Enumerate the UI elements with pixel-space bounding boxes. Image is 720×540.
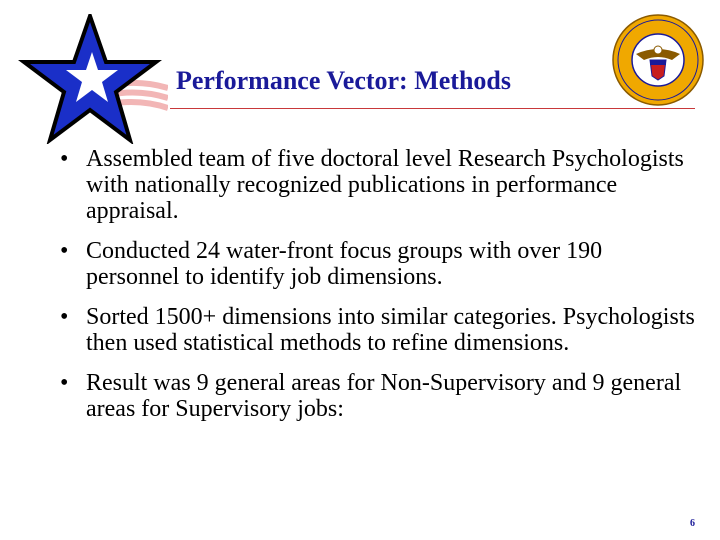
bullet-marker: • — [60, 146, 69, 172]
title-divider — [170, 108, 695, 109]
bullet-text: Assembled team of five doctoral level Research Psychologists with nationally recognized publications in performance appraisal. — [86, 146, 684, 224]
bullet-item — [58, 238, 698, 290]
star-with-flag-stripes-icon — [18, 14, 168, 144]
bullet-item — [58, 370, 698, 422]
bullet-item — [58, 146, 698, 224]
bullet-marker: • — [60, 238, 69, 264]
bullet-list — [58, 146, 698, 436]
bullet-text: Result was 9 general areas for Non-Supervisory and 9 general areas for Supervisory jobs: — [86, 370, 682, 422]
bullet-marker: • — [60, 370, 69, 396]
naval-seal-icon — [612, 14, 704, 106]
bullet-marker: • — [60, 304, 69, 330]
bullet-text: Sorted 1500+ dimensions into similar categories. Psychologists then used statistical methods to refine dimensions. — [86, 304, 695, 356]
slide-title: Performance Vector: Methods — [176, 66, 511, 95]
page-number: 6 — [690, 518, 695, 529]
bullet-item — [58, 304, 698, 356]
bullet-text: Conducted 24 water-front focus groups with over 190 personnel to identify job dimensions. — [86, 238, 603, 290]
